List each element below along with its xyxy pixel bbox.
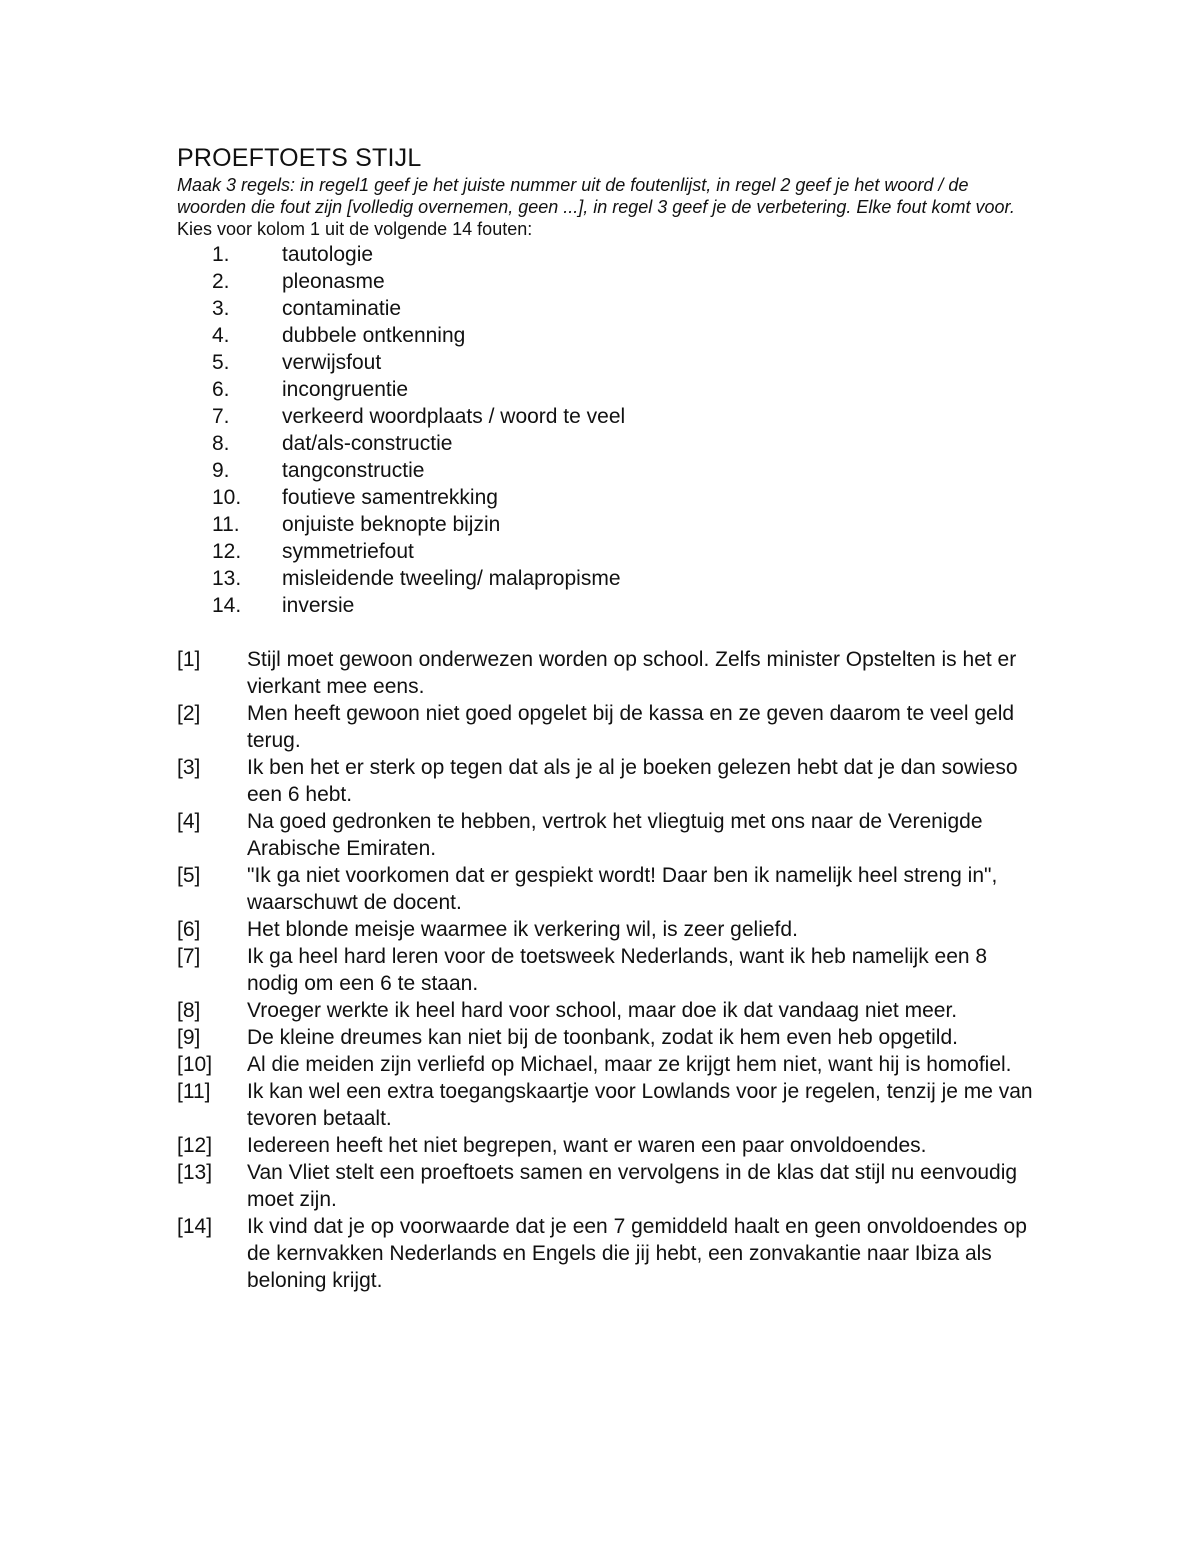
list-item: [177, 241, 1037, 268]
sentence-item: [177, 1024, 1037, 1051]
fault-label: verkeerd woordplaats / woord te veel: [282, 405, 626, 428]
list-item: [177, 565, 1037, 592]
sentence-list: [177, 646, 1037, 1294]
fault-number: 12.: [212, 540, 242, 563]
sentence-text: Men heeft gewoon niet goed opgelet bij de kassa en ze geven daarom te veel geld terug.: [247, 702, 1015, 752]
fault-number: 1.: [212, 243, 230, 266]
fault-label: pleonasme: [282, 270, 385, 293]
fault-label: inversie: [282, 594, 355, 617]
list-item: [177, 538, 1037, 565]
sentence-item: [177, 646, 1037, 700]
sentence-tag: [5]: [177, 864, 201, 887]
fault-label: dubbele ontkenning: [282, 324, 466, 347]
fault-label: symmetriefout: [282, 540, 414, 563]
fault-number: 9.: [212, 459, 230, 482]
sentence-text: Vroeger werkte ik heel hard voor school, maar doe ik dat vandaag niet meer.: [247, 999, 958, 1022]
list-item: [177, 457, 1037, 484]
fault-number: 14.: [212, 594, 242, 617]
list-item: [177, 322, 1037, 349]
sentence-tag: [13]: [177, 1161, 213, 1184]
sentence-text: Het blonde meisje waarmee ik verkering wil, is zeer geliefd.: [247, 918, 798, 941]
sentence-text: Al die meiden zijn verliefd op Michael, maar ze krijgt hem niet, want hij is homofiel.: [247, 1053, 1012, 1076]
sentence-text: Na goed gedronken te hebben, vertrok het vliegtuig met ons naar de Verenigde Arabische Emiraten.: [247, 810, 983, 860]
fault-label: incongruentie: [282, 378, 409, 401]
fault-number: 8.: [212, 432, 230, 455]
fault-label: onjuiste beknopte bijzin: [282, 513, 501, 536]
sentence-text: Stijl moet gewoon onderwezen worden op school. Zelfs minister Opstelten is het er vierkant mee eens.: [247, 648, 1017, 698]
sentence-item: [177, 808, 1037, 862]
fault-number: 4.: [212, 324, 230, 347]
fault-label: misleidende tweeling/ malapropisme: [282, 567, 621, 590]
sentence-item: [177, 1132, 1037, 1159]
sentence-tag: [9]: [177, 1026, 201, 1049]
sentence-tag: [12]: [177, 1134, 213, 1157]
document-page: [177, 143, 1037, 1294]
fault-label: contaminatie: [282, 297, 402, 320]
fault-label: tangconstructie: [282, 459, 425, 482]
fault-number: 11.: [212, 513, 240, 536]
sentence-text: Ik ben het er sterk op tegen dat als je al je boeken gelezen hebt dat je dan sowieso een 6 hebt.: [247, 756, 1018, 806]
sentence-text: De kleine dreumes kan niet bij de toonbank, zodat ik hem even heb opgetild.: [247, 1026, 958, 1049]
list-item: [177, 592, 1037, 619]
page-title: PROEFTOETS STIJL: [177, 144, 422, 172]
fault-number: 10.: [212, 486, 242, 509]
sentence-text: Ik vind dat je op voorwaarde dat je een 7 gemiddeld haalt en geen onvoldoendes op de kernvakken Nederlands en Engels die jij hebt, een zonvakantie naar Ibiza als beloning krijgt.: [247, 1215, 1027, 1292]
fault-number: 6.: [212, 378, 230, 401]
list-item: [177, 349, 1037, 376]
sentence-text: Ik ga heel hard leren voor de toetsweek Nederlands, want ik heb namelijk een 8 nodig om een 6 te staan.: [247, 945, 988, 995]
sentence-tag: [8]: [177, 999, 201, 1022]
choose-text: Kies voor kolom 1 uit de volgende 14 fouten:: [177, 219, 533, 239]
list-item: [177, 430, 1037, 457]
sentence-tag: [6]: [177, 918, 201, 941]
sentence-item: [177, 916, 1037, 943]
list-item: [177, 376, 1037, 403]
sentence-text: "Ik ga niet voorkomen dat er gespiekt wordt! Daar ben ik namelijk heel streng in", waarschuwt de docent.: [247, 864, 998, 914]
sentence-tag: [7]: [177, 945, 201, 968]
list-item: [177, 268, 1037, 295]
fault-number: 2.: [212, 270, 230, 293]
sentence-text: Van Vliet stelt een proeftoets samen en vervolgens in de klas dat stijl nu eenvoudig moet zijn.: [247, 1161, 1018, 1211]
sentence-item: [177, 1051, 1037, 1078]
sentence-text: Ik kan wel een extra toegangskaartje voor Lowlands voor je regelen, tenzij je me van tevoren betaalt.: [247, 1080, 1033, 1130]
sentence-item: [177, 862, 1037, 916]
fault-label: foutieve samentrekking: [282, 486, 498, 509]
fault-number: 3.: [212, 297, 230, 320]
sentence-tag: [10]: [177, 1053, 213, 1076]
sentence-tag: [3]: [177, 756, 201, 779]
sentence-item: [177, 700, 1037, 754]
sentence-tag: [14]: [177, 1215, 213, 1238]
fault-label: tautologie: [282, 243, 374, 266]
instructions-text: Maak 3 regels: in regel1 geef je het juiste nummer uit de foutenlijst, in regel 2 geef je het woord / de woorden die fout zijn [volledig overnemen, geen ...], in regel 3 geef je de verbetering. Elke fout komt voor.: [177, 175, 1015, 217]
sentence-item: [177, 1078, 1037, 1132]
sentence-tag: [4]: [177, 810, 201, 833]
list-item: [177, 403, 1037, 430]
fault-number: 5.: [212, 351, 230, 374]
sentence-tag: [2]: [177, 702, 201, 725]
sentence-item: [177, 943, 1037, 997]
list-item: [177, 511, 1037, 538]
sentence-item: [177, 1159, 1037, 1213]
sentence-tag: [1]: [177, 648, 201, 671]
list-item: [177, 295, 1037, 322]
list-item: [177, 484, 1037, 511]
fault-list: [177, 241, 1037, 619]
sentence-item: [177, 754, 1037, 808]
fault-number: 13.: [212, 567, 242, 590]
fault-number: 7.: [212, 405, 230, 428]
fault-label: verwijsfout: [282, 351, 382, 374]
sentence-item: [177, 997, 1037, 1024]
sentence-text: Iedereen heeft het niet begrepen, want er waren een paar onvoldoendes.: [247, 1134, 927, 1157]
fault-label: dat/als-constructie: [282, 432, 453, 455]
sentence-tag: [11]: [177, 1080, 211, 1103]
sentence-item: [177, 1213, 1037, 1294]
